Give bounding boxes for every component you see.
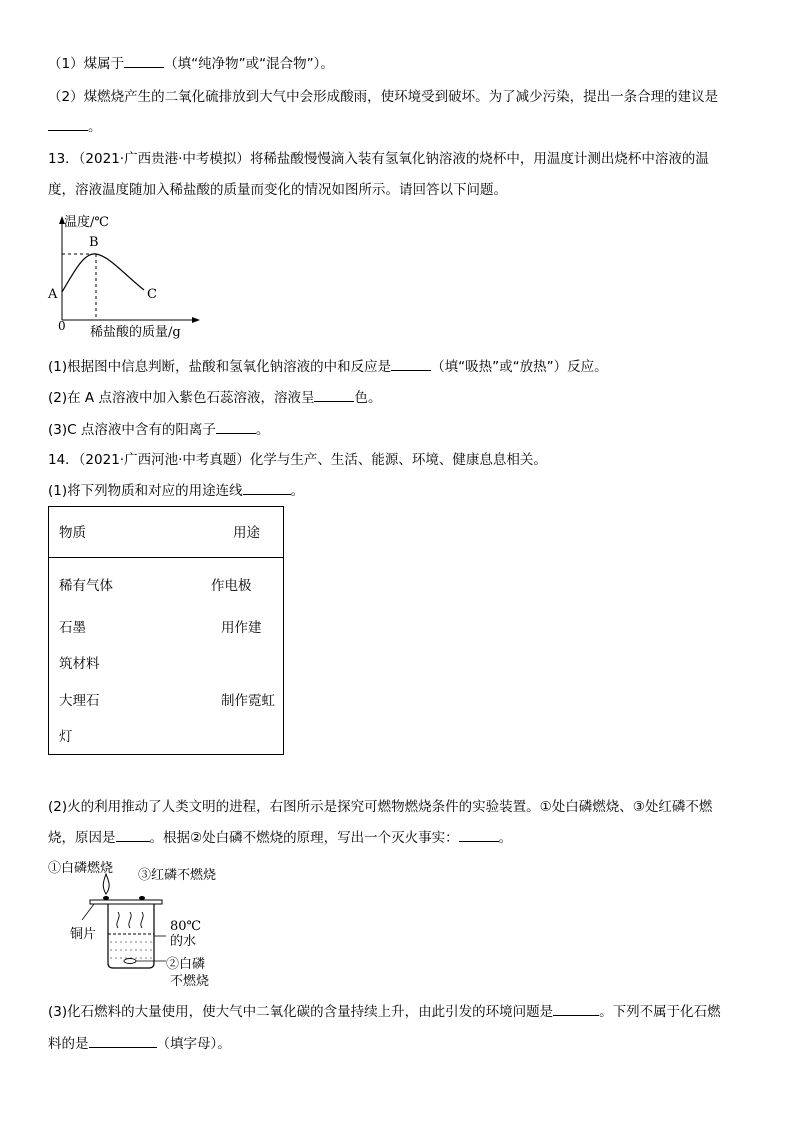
header-use: 用途 <box>233 525 260 541</box>
q12-part1 <box>48 55 334 73</box>
label-white-phosphorus-burns: ①白磷燃烧 <box>48 861 114 876</box>
q13-sub1-hint: （填“吸热”或“放热”）反应。 <box>431 359 608 375</box>
q14-sub2-text-b: 。根据②处白磷不燃烧的原理，写出一个灭火事实： <box>149 830 459 846</box>
combustion-apparatus <box>46 858 246 993</box>
answer-blank[interactable] <box>89 1035 157 1048</box>
q14-sub3-text-b: 。下列不属于化石燃 <box>599 1004 721 1020</box>
q13-sub3-text: (3)C 点溶液中含有的阳离子 <box>48 422 216 438</box>
label-red-phosphorus: ③红磷不燃烧 <box>138 868 217 883</box>
answer-blank[interactable] <box>48 118 88 131</box>
x-axis-arrow <box>192 317 200 323</box>
q14-sub3-line2 <box>48 1035 231 1053</box>
label-white-phosphorus-2a: ②白磷 <box>166 957 206 972</box>
answer-blank[interactable] <box>553 1003 599 1016</box>
q13-sub1 <box>48 358 608 376</box>
q14-sub1 <box>48 482 304 500</box>
origin-label: 0 <box>58 319 66 333</box>
submerged-phosphorus <box>124 959 136 964</box>
q14-sub2-line2 <box>48 829 512 847</box>
q14-sub3-text-c: 料的是 <box>48 1036 89 1052</box>
q14-sub3-text-d: （填字母）。 <box>156 1036 231 1052</box>
q14-sub2-line1: (2)火的利用推动了人类文明的进程，右图所示是探究可燃物燃烧条件的实验装置。①处白磷燃烧、③处红磷不燃 <box>48 799 713 815</box>
copper-plate <box>90 900 162 904</box>
q13-sub2-text: (2)在 A 点溶液中加入紫色石蕊溶液，溶液呈 <box>48 390 315 406</box>
header-substance: 物质 <box>59 525 86 541</box>
temperature-graph <box>44 212 244 342</box>
q14-sub3-line1 <box>48 1003 721 1021</box>
cell-building: 用作建 <box>221 620 262 636</box>
cell-neon-cont: 灯 <box>59 729 73 745</box>
q14-sub2-text-a: 烧，原因是 <box>48 830 116 846</box>
label-water-temp: 80℃ <box>170 919 202 934</box>
q13-sub3 <box>48 421 269 439</box>
q13-sub2 <box>48 389 381 407</box>
q13-sub3-end: 。 <box>255 422 270 438</box>
point-a-label: A <box>48 287 58 302</box>
x-axis-label: 稀盐酸的质量/g <box>90 325 181 340</box>
white-phosphorus <box>103 896 109 900</box>
copper-leader <box>82 904 94 920</box>
q12-part2-end: 。 <box>88 119 102 135</box>
q13-intro-line1: 13．（2021·广西贵港·中考模拟）将稀盐酸慢慢滴入装有氢氧化钠溶液的烧杯中，用温度计测出烧杯中溶液的温 <box>48 151 709 167</box>
label-water: 的水 <box>170 934 197 949</box>
q12-part2-text: （2）煤燃烧产生的二氧化硫排放到大气中会形成酸雨，使环境受到破坏。为了减少污染，提出一条合理的建议是 <box>48 89 719 105</box>
q14-sub1-end: 。 <box>290 483 305 499</box>
answer-blank[interactable] <box>116 829 150 842</box>
q13-sub2-end: 色。 <box>354 390 382 406</box>
q12-part1-hint: （填“纯净物”或“混合物”）。 <box>164 56 334 72</box>
q14-sub1-text: (1)将下列物质和对应的用途连线 <box>48 483 243 499</box>
steam-icon <box>117 912 143 928</box>
answer-blank[interactable] <box>243 482 291 495</box>
answer-blank[interactable] <box>391 358 431 371</box>
q12-part2 <box>48 88 718 106</box>
temperature-curve <box>62 254 144 292</box>
cell-electrode: 作电极 <box>211 578 252 594</box>
answer-blank[interactable] <box>124 55 164 68</box>
answer-blank[interactable] <box>314 389 354 402</box>
q14-intro: 14．（2021·广西河池·中考真题）化学与生产、生活、能源、环境、健康息息相关。 <box>48 452 547 468</box>
cell-neon: 制作霓虹 <box>221 693 275 709</box>
answer-blank[interactable] <box>459 829 499 842</box>
q14-sub2-text-c: 。 <box>498 830 513 846</box>
q12-part2-answer <box>48 118 102 136</box>
cell-marble: 大理石 <box>59 693 100 709</box>
q13-intro-line2: 度，溶液温度随加入稀盐酸的质量而变化的情况如图所示。请回答以下问题。 <box>48 182 507 198</box>
q14-sub3-text-a: (3)化石燃料的大量使用，使大气中二氧化碳的含量持续上升，由此引发的环境问题是 <box>48 1004 554 1020</box>
q13-sub1-text: (1)根据图中信息判断，盐酸和氢氧化钠溶液的中和反应是 <box>48 359 392 375</box>
y-axis-label: 温度/℃ <box>64 215 109 230</box>
point-c-label: C <box>147 287 157 302</box>
substance-use-table <box>48 506 284 755</box>
q12-part1-text: （1）煤属于 <box>48 56 125 72</box>
cell-noble-gas: 稀有气体 <box>59 578 113 594</box>
point-b-label: B <box>89 235 99 250</box>
cell-graphite: 石墨 <box>59 620 86 636</box>
label-copper: 铜片 <box>70 927 97 942</box>
flame-icon <box>103 874 109 894</box>
label-white-phosphorus-2b: 不燃烧 <box>170 974 210 989</box>
cell-building-cont: 筑材料 <box>59 656 100 672</box>
red-phosphorus <box>139 896 145 900</box>
answer-blank[interactable] <box>216 421 256 434</box>
